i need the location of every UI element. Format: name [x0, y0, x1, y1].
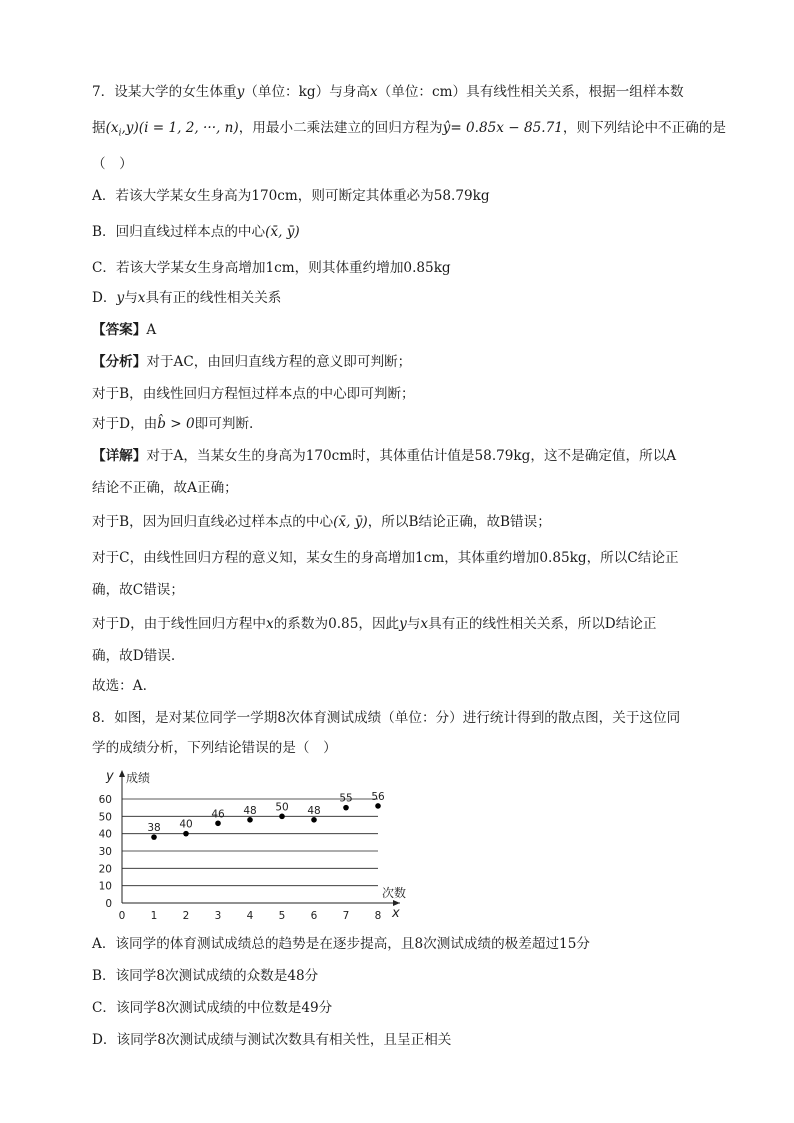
data-label: 48 — [243, 804, 257, 817]
y-tick-label: 60 — [98, 794, 112, 806]
q8-option-c: C．该同学8次测试成绩的中位数是49分 — [92, 1000, 333, 1016]
q7-option-a: A．若该大学某女生身高为170cm，则可断定其体重必为58.79kg — [92, 188, 490, 204]
detail-text-1: 对于A，当某女生的身高为170cm时，其体重估计值是58.79kg，这不是确定值，所以A — [146, 448, 677, 464]
detail-text-3a: 对于B，因为回归直线必过样本点的中心 — [92, 514, 334, 530]
x-tick-label: 8 — [374, 910, 382, 922]
sample-center: (x̄, ȳ) — [333, 514, 368, 530]
var-x: x — [266, 616, 274, 632]
detail-line-7: 确，故D错误. — [92, 648, 176, 664]
var-x: x — [369, 84, 378, 100]
x-tick-label: 0 — [118, 910, 126, 922]
x-axis-label: 次数 — [382, 886, 407, 900]
choose-line: 故选：A. — [92, 678, 147, 694]
answer-line — [92, 320, 156, 340]
var-y: y — [236, 84, 245, 100]
q7-line-1 — [92, 82, 684, 102]
q8-line-2: 学的成绩分析，下列结论错误的是（ ） — [92, 740, 337, 756]
x-axis-letter: x — [392, 906, 400, 921]
q7-stem-2c: ，则下列结论中不正确的是 — [562, 120, 727, 136]
y-tick-label: 30 — [98, 846, 112, 858]
x-tick-label: 2 — [182, 910, 190, 922]
q7-stem-1: 7．设某大学的女生体重 — [92, 84, 237, 100]
y-tick-label: 10 — [98, 880, 112, 893]
y-axis-arrow-icon — [119, 770, 125, 777]
detail-text-6b: 的系数为0.85，因此 — [273, 616, 400, 632]
data-label: 46 — [211, 808, 225, 821]
sample-center: (x̄, ȳ) — [265, 224, 300, 240]
detail-line-6 — [92, 614, 657, 634]
data-point — [215, 820, 221, 826]
x-tick-label: 3 — [214, 910, 222, 922]
analysis-line-2: 对于B，由线性回归方程恒过样本点的中心即可判断； — [92, 386, 415, 402]
y-tick-label: 50 — [98, 811, 112, 824]
var-y: y — [116, 290, 125, 306]
analysis-tag: 【分析】 — [92, 354, 147, 370]
q7-option-b-text: B．回归直线过样本点的中心 — [92, 224, 266, 240]
q7-option-c: C．若该大学某女生身高增加1cm，则其体重约增加0.85kg — [92, 260, 451, 276]
bhat-condition: b̂ > 0 — [157, 416, 195, 432]
q7-line-3: （ ） — [92, 156, 133, 172]
q8-option-d: D．该同学8次测试成绩与测试次数具有相关性，且呈正相关 — [92, 1032, 452, 1048]
q8-option-a: A．该同学的体育测试成绩总的趋势是在逐步提高，且8次测试成绩的极差超过15分 — [92, 936, 590, 952]
sample-formula-3: )(i = 1, 2, ···, n) — [133, 120, 239, 136]
data-label: 40 — [179, 818, 193, 831]
data-point — [343, 805, 349, 811]
detail-text-6c: 与 — [406, 616, 421, 632]
analysis-line-3 — [92, 414, 253, 434]
data-label: 56 — [371, 790, 385, 803]
q7-stem-2a: 据 — [92, 120, 106, 136]
y-axis-label: 成绩 — [126, 771, 151, 785]
data-label: 38 — [147, 822, 161, 835]
q7-option-d-yu: 与 — [124, 290, 138, 306]
analysis-text-3b: 即可判断. — [194, 416, 254, 432]
detail-line-5: 确，故C错误； — [92, 582, 184, 598]
data-point — [311, 817, 317, 823]
data-label: 55 — [339, 792, 353, 805]
y-tick-label: 40 — [98, 828, 112, 841]
x-tick-label: 1 — [150, 910, 158, 922]
analysis-text-1: 对于AC，由回归直线方程的意义即可判断； — [146, 354, 412, 370]
data-point — [279, 814, 285, 820]
sample-sub: i — [118, 128, 122, 139]
detail-text-6d: 具有正的线性相关关系，所以D结论正 — [428, 616, 657, 632]
answer-tag: 【答案】 — [92, 322, 147, 338]
data-point — [375, 803, 381, 809]
scatter-chart — [92, 766, 422, 922]
q7-option-d — [92, 288, 281, 308]
data-point — [183, 831, 189, 837]
q7-option-d-label: D． — [92, 290, 117, 306]
detail-line-1 — [92, 446, 676, 466]
analysis-text-3a: 对于D，由 — [92, 416, 158, 432]
var-x: x — [420, 616, 429, 632]
q7-line-2 — [92, 118, 726, 144]
detail-text-3b: ，所以B结论正确，故B错误； — [367, 514, 551, 530]
y-tick-label: 0 — [105, 898, 112, 910]
x-tick-label: 5 — [278, 910, 286, 922]
yhat: ŷ — [442, 120, 451, 136]
var-x: x — [137, 290, 146, 306]
answer-value: A — [146, 322, 157, 338]
var-y: y — [399, 616, 407, 632]
data-point — [151, 834, 157, 840]
sample-formula-2: ,y — [121, 120, 134, 136]
detail-line-4: 对于C，由线性回归方程的意义知，某女生的身高增加1cm，其体重约增加0.85kg，所以C结论正 — [92, 550, 679, 566]
analysis-line-1 — [92, 352, 411, 372]
y-tick-label: 20 — [98, 863, 112, 876]
data-label: 50 — [275, 801, 289, 814]
q7-option-d-text: 具有正的线性相关关系 — [145, 290, 282, 306]
detail-tag: 【详解】 — [92, 448, 147, 464]
x-tick-label: 7 — [342, 910, 350, 922]
detail-line-3 — [92, 512, 551, 532]
regression-equation: = 0.85x − 85.71 — [450, 120, 563, 136]
detail-line-2: 结论不正确，故A正确； — [92, 480, 238, 496]
q7-stem-1c: （单位：cm）具有线性相关关系，根据一组样本数 — [377, 84, 684, 100]
y-axis-letter: y — [106, 769, 114, 784]
q8-option-b: B．该同学8次测试成绩的众数是48分 — [92, 968, 319, 984]
q7-option-b — [92, 222, 300, 242]
data-label: 48 — [307, 804, 321, 817]
scatter-chart-svg — [92, 766, 422, 922]
x-tick-label: 4 — [246, 910, 254, 922]
sample-formula-1: (x — [105, 120, 119, 136]
q7-stem-2b: ，用最小二乘法建立的回归方程为 — [238, 120, 443, 136]
data-point — [247, 817, 253, 823]
q7-stem-1b: （单位：kg）与身高 — [244, 84, 370, 100]
q8-line-1: 8．如图，是对某位同学一学期8次体育测试成绩（单位：分）进行统计得到的散点图，关于这位同 — [92, 710, 681, 726]
x-tick-label: 6 — [310, 910, 318, 922]
detail-text-6a: 对于D，由于线性回归方程中 — [92, 616, 267, 632]
